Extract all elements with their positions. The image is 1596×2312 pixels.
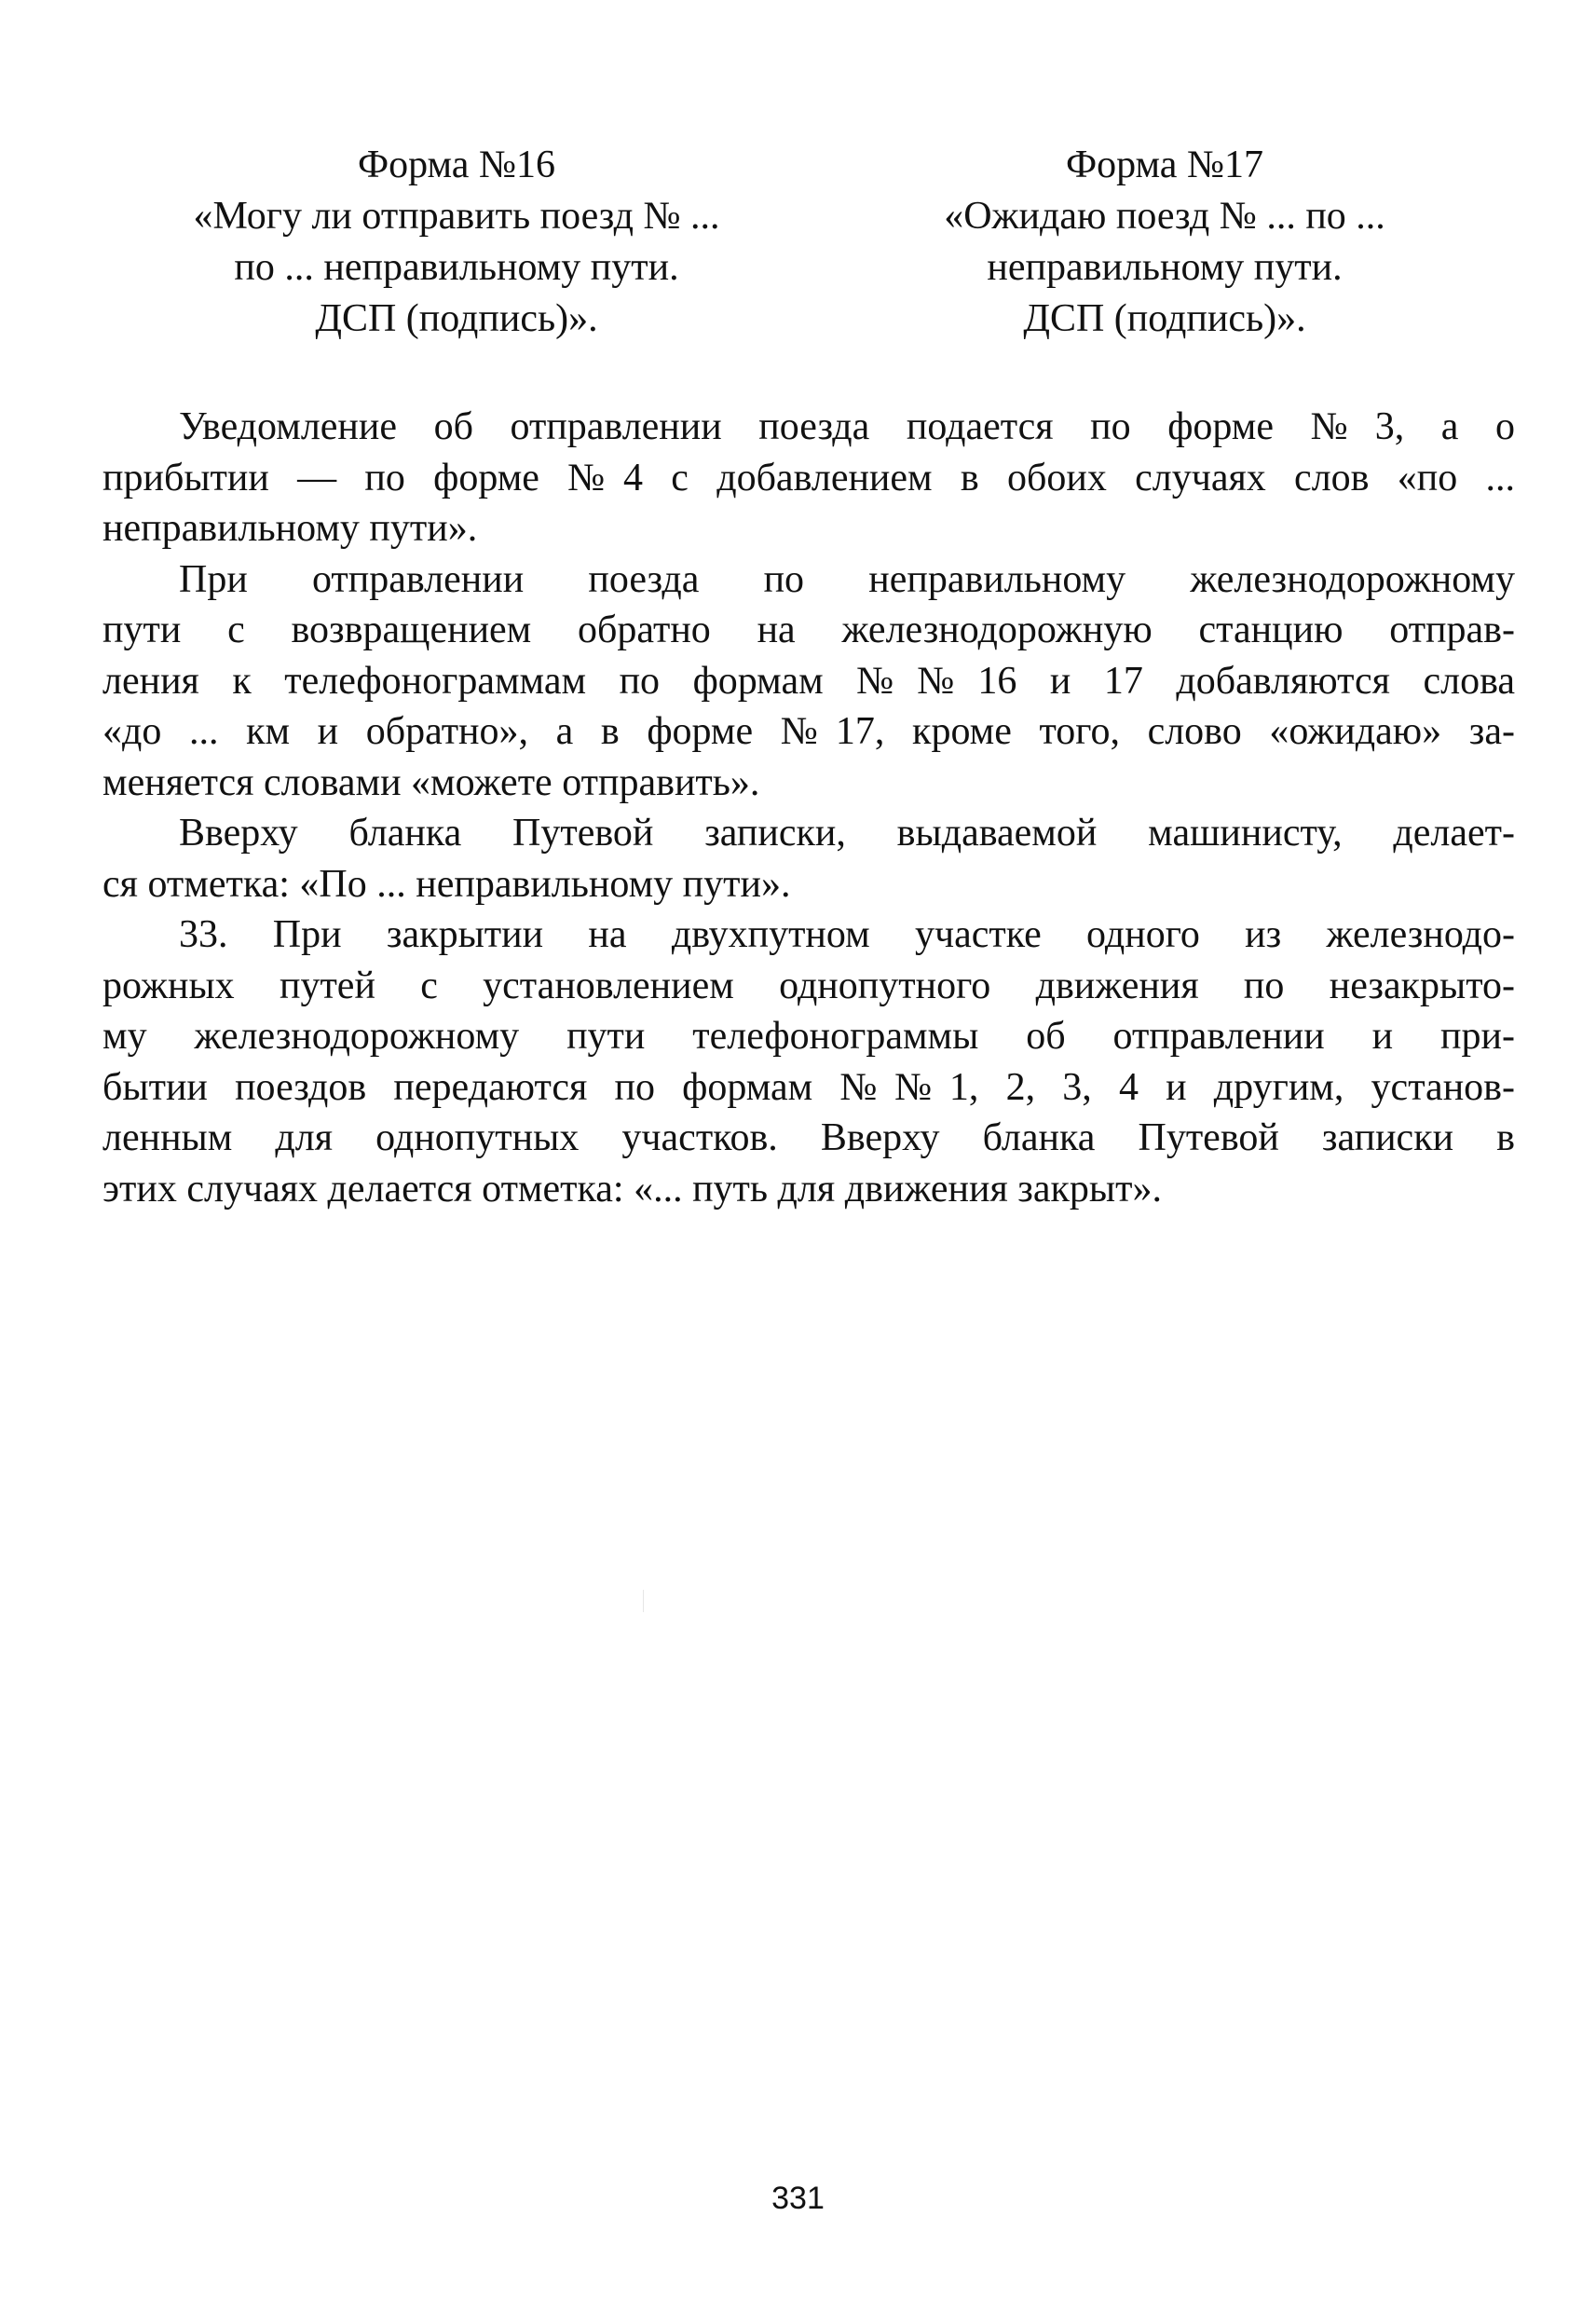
scan-artifact [643,1590,644,1612]
form-17-line: ДСП (подпись)». [1023,297,1306,340]
form-16-line: по ... неправильному пути. [234,246,679,289]
form-16-line: ДСП (подпись)». [315,297,598,340]
text-line: 33. При закрытии на двухпутном участке одного из железнодо- [179,913,1515,956]
form-16-title: Форма №16 [357,144,556,186]
text-line: При отправлении поезда по неправильному железнодорожному [179,557,1515,601]
text-line: пути с возвращением обратно на железнодорожную станцию отправ- [102,609,1515,651]
paragraph-route-note [102,808,1515,910]
text-line: бытии поездов передаются по формам №№1, 2, 3, 4 и другим, установ- [102,1065,1515,1109]
form-templates [102,140,1519,363]
paragraph-return-trip [102,554,1515,809]
paragraph-notification [102,402,1515,554]
text-line: Вверху бланка Путевой записки, выдаваемой машинисту, делает- [179,812,1515,855]
paragraph-section-33 [102,910,1515,1214]
text-line: «до ... км и обратно», а в форме №17, кроме того, слово «ожидаю» за- [102,710,1515,753]
form-16-line: «Могу ли отправить поезд № ... [193,195,720,238]
page-number: 331 [771,2181,825,2216]
text-line: неправильному пути». [102,507,478,550]
form-16-block [102,140,811,345]
form-17-block [811,140,1519,345]
form-17-line: «Ожидаю поезд № ... по ... [944,195,1385,238]
text-line: этих случаях делается отметка: «... путь для движения закрыт». [102,1167,1162,1211]
text-line: ления к телефонограммам по формам №№16 и 17 добавляются слова [102,659,1515,703]
text-line: рожных путей с установлением однопутного движения по незакрыто- [102,964,1515,1007]
text-line: Уведомление об отправлении поезда подается по форме №3, а о [179,405,1515,448]
text-line: му железнодорожному пути телефонограммы об отправлении и при- [102,1015,1515,1058]
body-text [102,402,1515,1214]
text-line: ленным для однопутных участков. Вверху бланка Путевой записки в [102,1116,1515,1159]
text-line: прибытии — по форме №4 с добавлением в обоих случаях слов «по ... [102,456,1515,499]
text-line: ся отметка: «По ... неправильному пути». [102,862,791,906]
form-17-title: Форма №17 [1065,144,1264,186]
text-line: меняется словами «можете отправить». [102,760,760,804]
form-17-line: неправильному пути. [987,246,1343,289]
